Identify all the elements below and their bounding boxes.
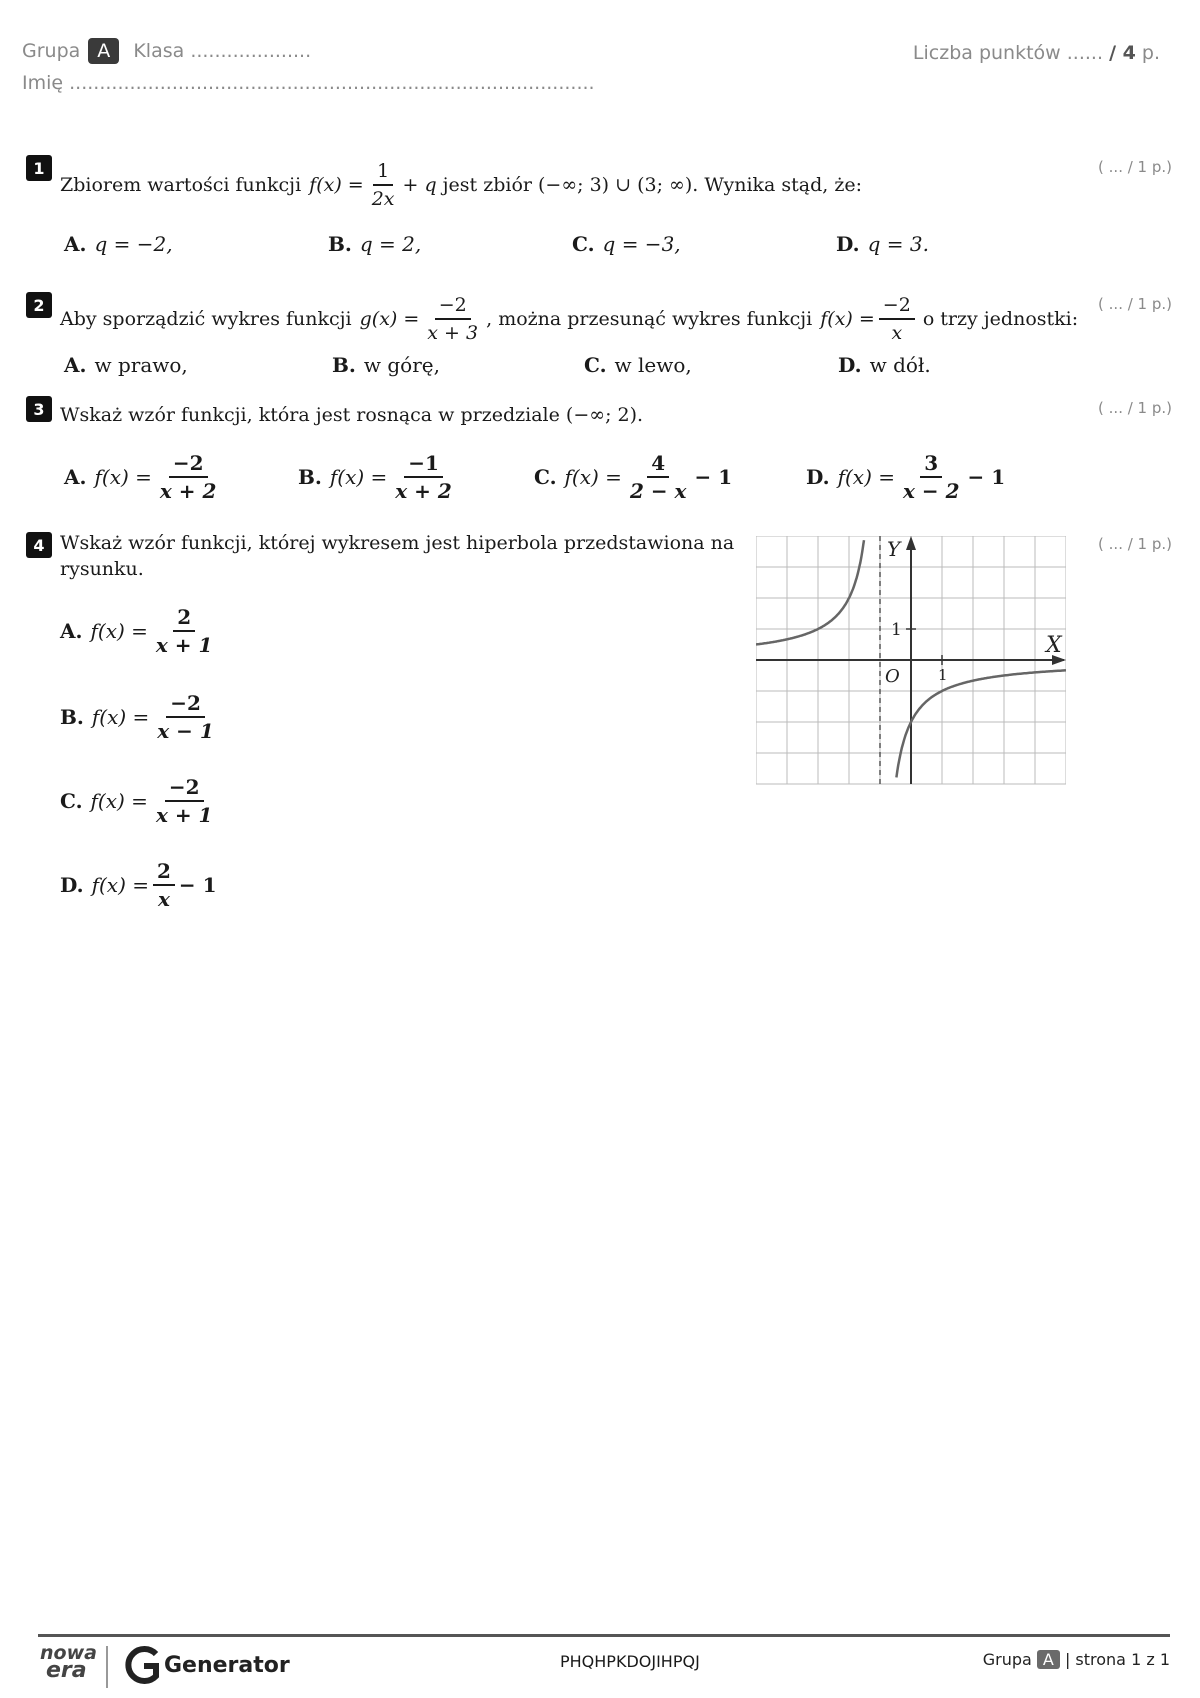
task-3-option-d[interactable] xyxy=(806,450,1005,504)
option-den: x − 2 xyxy=(903,479,960,503)
task-3-text: Wskaż wzór funkcji, która jest rosnąca w przedziale xyxy=(60,404,560,426)
option-value: w dół. xyxy=(869,353,931,377)
task-2-option-d[interactable] xyxy=(838,353,931,377)
task-1-option-b[interactable] xyxy=(328,232,421,256)
option-label: D. xyxy=(836,232,860,256)
task-2-g-den: x + 3 xyxy=(427,322,479,344)
header-group-row xyxy=(22,38,311,64)
generator-text: Generator xyxy=(164,1652,290,1678)
logo-nowa-text: nowa xyxy=(40,1642,97,1664)
nowa-era-logo xyxy=(40,1642,97,1683)
document-code: PHQHPKDOJIHPQJ xyxy=(560,1652,700,1671)
option-den: 2 − x xyxy=(629,479,687,503)
generator-g-icon xyxy=(122,1644,162,1686)
points-label: Liczba punktów xyxy=(912,42,1061,64)
option-num: 2 xyxy=(153,858,175,886)
option-den: x + 2 xyxy=(159,479,217,503)
generator-logo xyxy=(122,1644,290,1686)
task-1-formula-lhs: f(x) = xyxy=(309,174,364,196)
name-field[interactable]: ....................................................................................... xyxy=(69,72,595,94)
task-number-3: 3 xyxy=(26,396,52,422)
group-label: Grupa xyxy=(22,40,81,62)
option-value: q = −2, xyxy=(94,232,173,256)
option-num: −2 xyxy=(169,450,208,478)
task-1-option-c[interactable] xyxy=(572,232,681,256)
task-number-4: 4 xyxy=(26,532,52,558)
option-den: x + 1 xyxy=(155,633,213,657)
task-3-question xyxy=(60,404,643,426)
points-total: / 4 xyxy=(1109,42,1136,64)
task-4-option-c[interactable] xyxy=(60,774,220,828)
task-3-option-b[interactable] xyxy=(298,450,460,504)
task-2-text-b: , można przesunąć wykres funkcji xyxy=(486,308,813,330)
option-lhs: f(x) = xyxy=(329,465,388,489)
task-2-option-b[interactable] xyxy=(332,353,440,377)
option-den: x − 1 xyxy=(157,719,214,743)
task-2-text-a: Aby sporządzić wykres funkcji xyxy=(60,308,352,330)
option-lhs: f(x) = xyxy=(90,619,148,643)
task-1-text-b: jest zbiór xyxy=(442,174,532,196)
option-value: q = 2, xyxy=(359,232,422,256)
task-3-option-c[interactable] xyxy=(534,450,732,504)
option-tail: − 1 xyxy=(967,465,1006,489)
name-label: Imię xyxy=(22,72,64,94)
task-4-line-2: rysunku. xyxy=(60,558,144,580)
task-1-fraction-num: 1 xyxy=(373,158,393,186)
task-3-interval: (−∞; 2). xyxy=(565,404,644,426)
class-field[interactable]: .................... xyxy=(190,40,312,62)
task-4-line-1: Wskaż wzór funkcji, której wykresem jest hiperbola przedstawiona na xyxy=(60,532,735,554)
footer-page-label: | strona 1 z 1 xyxy=(1064,1650,1170,1669)
option-value: w górę, xyxy=(363,353,440,377)
option-label: A. xyxy=(64,353,87,377)
option-lhs: f(x) = xyxy=(837,465,895,489)
logo-separator xyxy=(106,1646,108,1688)
task-2-f-lhs: f(x) = xyxy=(820,308,875,330)
footer-group-label: Grupa xyxy=(982,1650,1032,1669)
option-label: B. xyxy=(60,705,84,729)
option-lhs: f(x) = xyxy=(564,465,622,489)
y-tick-label: 1 xyxy=(891,620,902,640)
task-1-fraction xyxy=(368,158,399,212)
task-points-2: ( ... / 1 p.) xyxy=(1098,295,1172,313)
task-number-2: 2 xyxy=(26,292,52,318)
option-den: x + 2 xyxy=(395,479,452,503)
option-label: C. xyxy=(534,465,557,489)
task-4-option-d[interactable] xyxy=(60,858,217,912)
task-3-option-a[interactable] xyxy=(64,450,224,504)
task-1-fraction-den: 2x xyxy=(371,188,395,210)
option-num: 4 xyxy=(647,450,669,478)
option-den: x xyxy=(157,887,170,911)
option-label: C. xyxy=(572,232,595,256)
task-4-option-b[interactable] xyxy=(60,690,222,744)
task-1-interval: (−∞; 3) ∪ (3; ∞) xyxy=(537,174,693,196)
option-value: w prawo, xyxy=(94,353,188,377)
points-unit: p. xyxy=(1141,42,1160,64)
x-axis-label: X xyxy=(1046,633,1062,658)
footer-group-badge: A xyxy=(1037,1650,1060,1669)
task-1-text-a: Zbiorem wartości funkcji xyxy=(60,174,302,196)
option-num: −1 xyxy=(404,450,443,478)
task-2-text-c: o trzy jednostki: xyxy=(922,308,1079,330)
option-label: B. xyxy=(298,465,322,489)
option-label: D. xyxy=(60,873,84,897)
option-num: 2 xyxy=(173,604,195,632)
header-points xyxy=(913,42,1160,64)
hyperbola-graph xyxy=(756,536,1066,786)
option-tail: − 1 xyxy=(178,873,217,897)
task-points-1: ( ... / 1 p.) xyxy=(1098,158,1172,176)
option-value: w lewo, xyxy=(614,353,692,377)
option-label: D. xyxy=(838,353,862,377)
task-1-text-d: . Wynika stąd, że: xyxy=(692,174,863,196)
option-label: C. xyxy=(584,353,607,377)
option-value: q = 3. xyxy=(867,232,929,256)
task-1-formula-tail: + q xyxy=(402,174,437,196)
option-lhs: f(x) = xyxy=(91,705,150,729)
footer-page-info xyxy=(983,1650,1170,1669)
y-axis-arrow xyxy=(906,536,916,550)
option-label: D. xyxy=(806,465,830,489)
task-4-option-a[interactable] xyxy=(60,604,220,658)
hyperbola-branch-right xyxy=(896,670,1066,777)
task-points-4: ( ... / 1 p.) xyxy=(1098,535,1172,553)
task-2-g-fraction xyxy=(423,292,482,346)
option-den: x + 1 xyxy=(155,803,213,827)
option-value: q = −3, xyxy=(602,232,681,256)
task-1-option-a[interactable] xyxy=(64,232,173,256)
footer-divider xyxy=(38,1634,1170,1637)
option-label: A. xyxy=(64,232,87,256)
option-label: A. xyxy=(60,619,83,643)
task-2-question xyxy=(60,292,1078,346)
option-num: −2 xyxy=(166,690,205,718)
origin-label: O xyxy=(885,666,900,687)
task-2-f-num: −2 xyxy=(879,292,915,320)
option-label: A. xyxy=(64,465,87,489)
task-2-g-num: −2 xyxy=(435,292,471,320)
task-2-f-fraction xyxy=(879,292,915,346)
task-2-option-c[interactable] xyxy=(584,353,692,377)
option-label: C. xyxy=(60,789,83,813)
task-points-3: ( ... / 1 p.) xyxy=(1098,399,1172,417)
option-tail: − 1 xyxy=(694,465,733,489)
option-label: B. xyxy=(332,353,356,377)
group-badge: A xyxy=(88,38,119,64)
task-1-question xyxy=(60,158,862,212)
task-2-g-lhs: g(x) = xyxy=(359,308,420,330)
header-name-row xyxy=(22,72,595,94)
logo-era-text: era xyxy=(46,1658,87,1683)
task-1-option-d[interactable] xyxy=(836,232,929,256)
class-label: Klasa xyxy=(133,40,185,62)
y-axis-label: Y xyxy=(887,537,901,561)
option-lhs: f(x) = xyxy=(91,873,149,897)
option-label: B. xyxy=(328,232,352,256)
task-2-f-den: x xyxy=(891,322,903,344)
task-number-1: 1 xyxy=(26,155,52,181)
option-num: −2 xyxy=(165,774,204,802)
option-lhs: f(x) = xyxy=(90,789,148,813)
task-2-option-a[interactable] xyxy=(64,353,188,377)
option-lhs: f(x) = xyxy=(94,465,152,489)
x-tick-label: 1 xyxy=(938,666,948,684)
points-field[interactable]: ...... xyxy=(1066,42,1104,64)
option-num: 3 xyxy=(920,450,942,478)
